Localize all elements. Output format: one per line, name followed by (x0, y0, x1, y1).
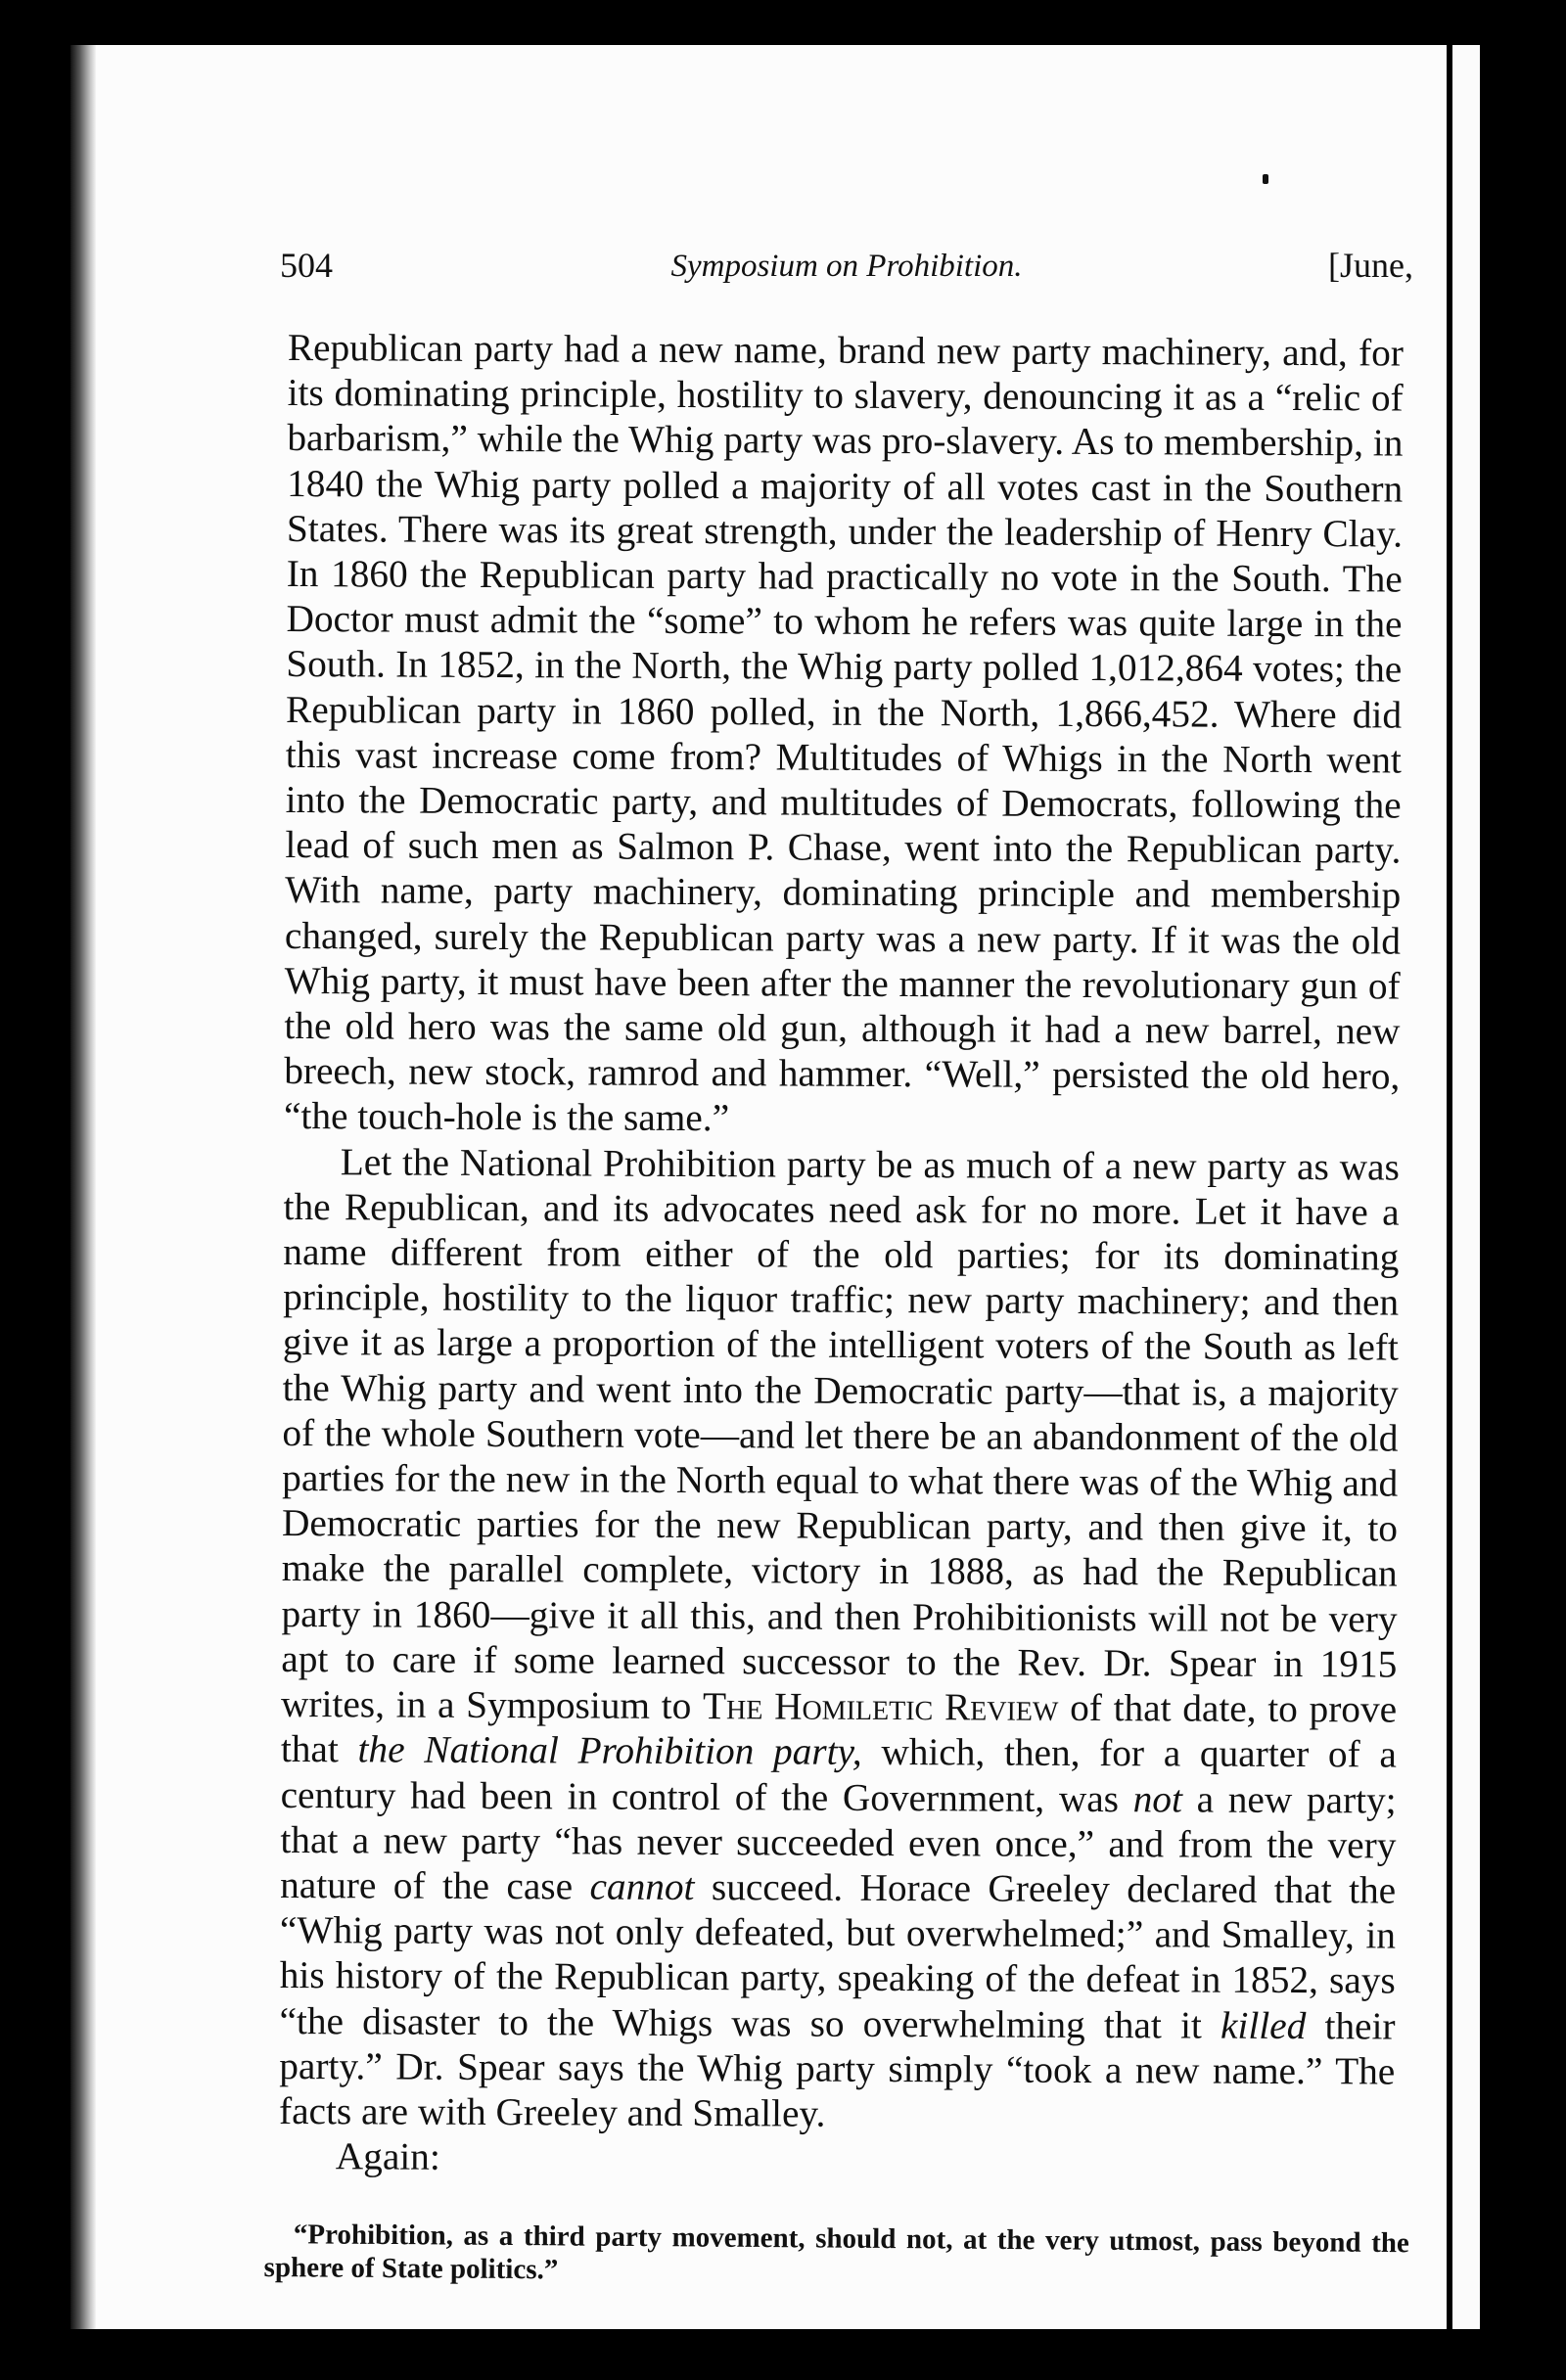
paragraph-text: Let the National Prohibition party be as much of a new party as was the Republican, and its advocates need ask for no more. Let it have a name different from either of the old parties; for its dominating principle, hostility to the liquor traffic; new party machinery; and then give it as large a proportion of the intelligent voters of the South as left the Whig party and went into the Democratic party—that is, a majority of the whole Southern vote—and let there be an abandonment of the old parties for the new in the North equal to what there was of the Whig and Democratic parties for the new Republican party, and then give it, to make the parallel complete, victory in 1888, as had the Republican party in 1860—give it all this, and then Prohibitionists will not be very apt to care if some learned successor to the Rev. Dr. Spear in 1915 writes, in a Symposium to (281, 1139, 1400, 1728)
page-gutter-shadow (70, 45, 96, 2329)
paragraph-again: Again: (335, 2134, 440, 2178)
page-number: 504 (280, 246, 333, 285)
paragraph-republican-party: Republican party had a new name, brand new party machinery, and, for its dominating principle, hostility to slavery, denouncing it as a “relic of barbarism,” while the Whig party was pro-slavery. As to membership, in 1840 the Whig party polled a majority of all votes cast in the Southern States. There was its great strength, under the leadership of Henry Clay. In 1860 the Republican party had practically no vote in the South. The Doctor must admit the “some” to whom he refers was quite large in the South. In 1852, in the North, the Whig party polled 1,012,864 votes; the Republican party in 1860 polled, in the North, 1,866,452. Where did this vast increase come from? Multitudes of Whigs in the North went into the Democratic party, and multitudes of Democrats, following the lead of such men as Salmon P. Chase, went into the Republican party. With name, party machinery, dominating principle and membership changed, surely the Republican party was a new party. If it was the old Whig party, it must have been after the manner the revolutionary gun of the old hero was the same old gun, although it had a new barrel, new breech, new stock, ramrod and hammer. “Well,” persisted the old hero, “the touch-hole is the same.” (283, 326, 1404, 1140)
emphasis-party-name: the National Prohibition party, (357, 1727, 862, 1774)
paragraph-national-prohibition-party (279, 1139, 1400, 2139)
running-header (280, 239, 1413, 298)
block-quote: “Prohibition, as a third party movement, should not, at the very utmost, pass beyond the sphere of State politics.” (263, 2219, 1409, 2286)
paragraph-text: their party.” Dr. Spear says the Whig party simply “took a new name.” The facts are with Greeley and Smalley. (278, 2003, 1396, 2135)
issue-month: [June, (1328, 246, 1413, 285)
ink-speck (1263, 174, 1268, 184)
book-page (70, 45, 1480, 2329)
emphasis-not: not (1132, 1776, 1183, 1820)
running-title: Symposium on Prohibition. (670, 249, 1023, 284)
paragraph-text: of that date, to prove that (280, 1686, 1398, 1771)
paragraph-text: succeed. Horace Greeley declared that the “Whig party was not only defeated, but overwhelmed;” and Smalley, in his history of the Republican party, speaking of the defeat in 1852, says “the disaster to the Whigs was so overwhelming that it (279, 1865, 1397, 2047)
body-text (279, 325, 1404, 2184)
review-name: The Homiletic Review (702, 1684, 1059, 1729)
paragraph-text: which, then, for a quarter of a century had been in control of the Government, was (280, 1730, 1397, 1820)
paragraph-text: a new party; that a new party “has never succeeded even once,” and from the very nature of the case (280, 1777, 1397, 1908)
emphasis-killed: killed (1220, 2003, 1307, 2047)
emphasis-cannot: cannot (589, 1864, 695, 1908)
next-page-edge (1452, 45, 1480, 2329)
